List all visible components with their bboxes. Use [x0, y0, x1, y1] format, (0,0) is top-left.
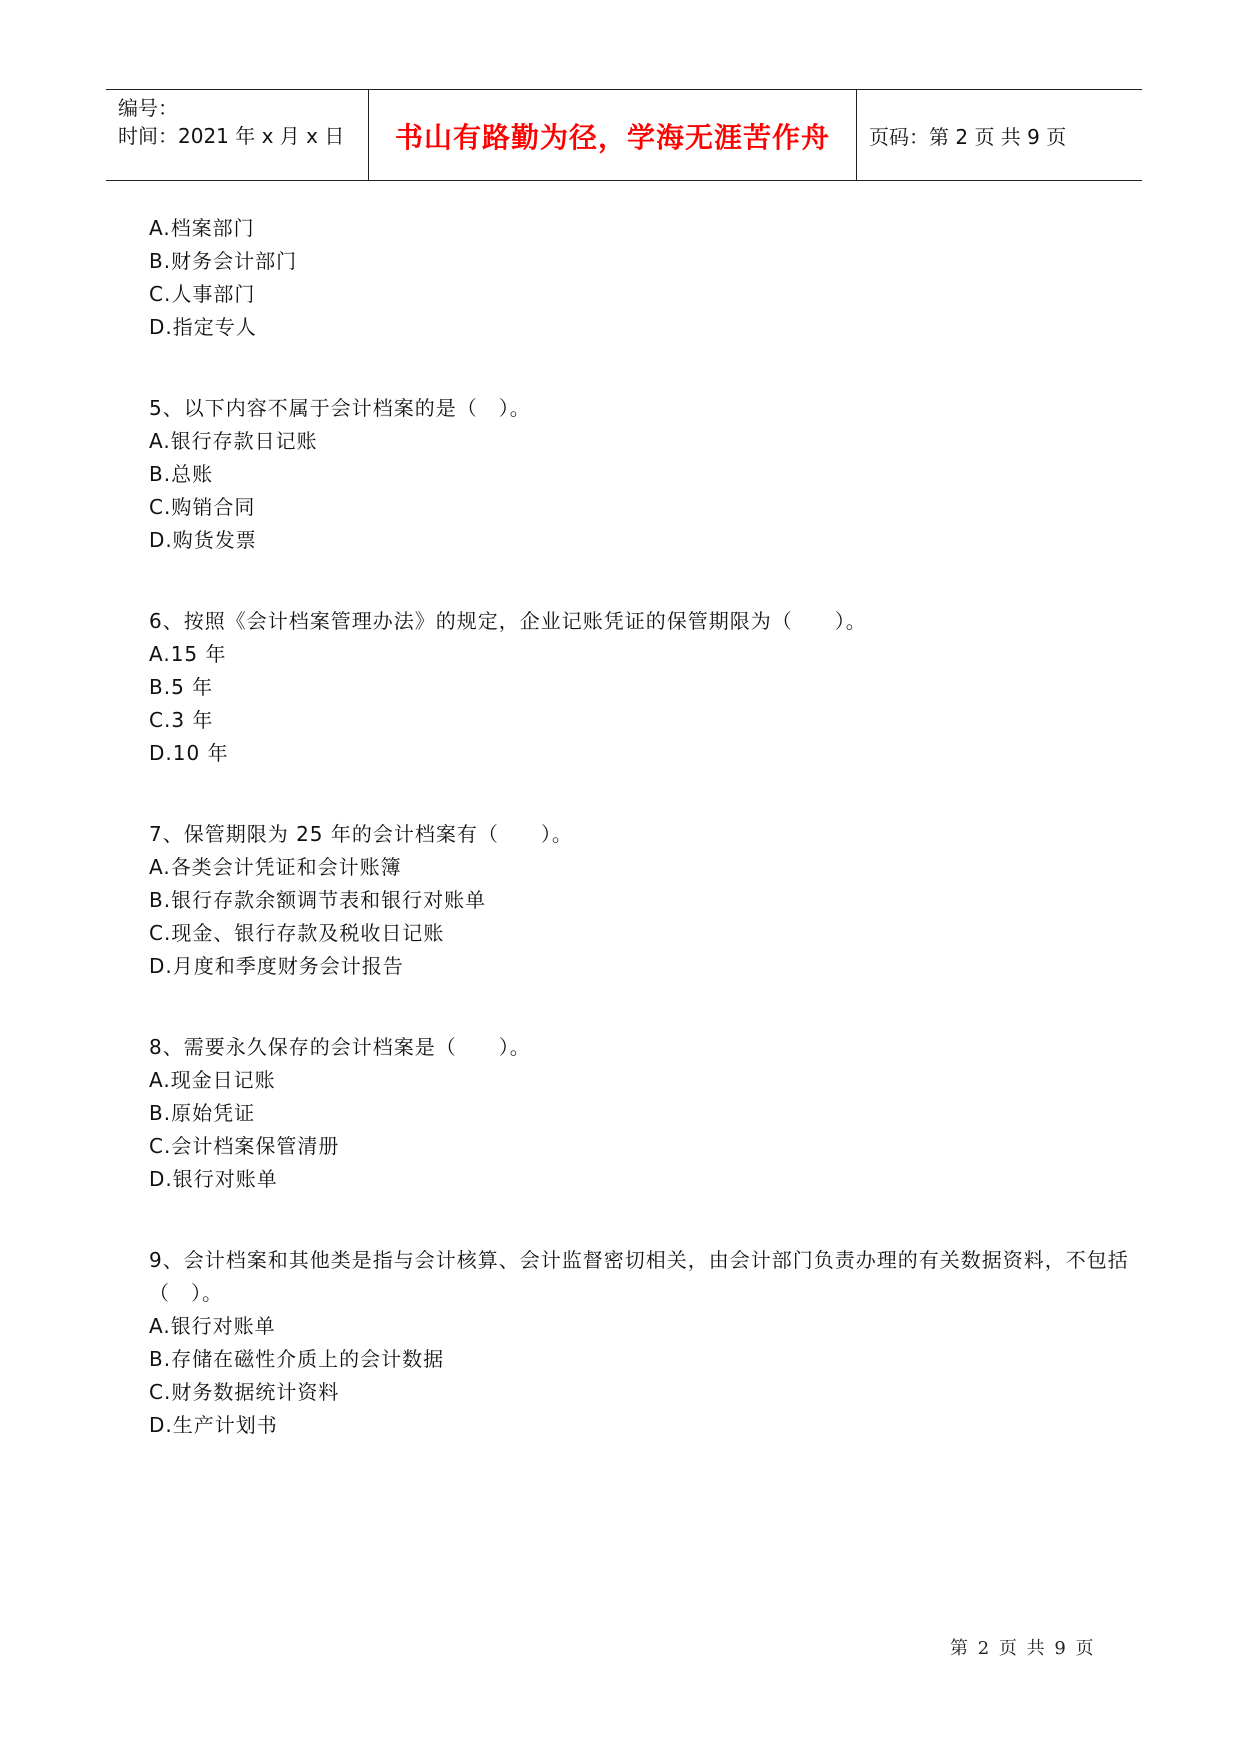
- option-d: D.生产计划书: [149, 1413, 278, 1437]
- option-list: [149, 638, 1129, 770]
- header-page-info: 页码：第 2 页 共 9 页: [869, 125, 1067, 149]
- option-d: D.购货发票: [149, 528, 257, 552]
- header-motto-cell: [369, 90, 857, 180]
- question-item: [149, 605, 1129, 770]
- question-stem: 9、会计档案和其他类是指与会计核算、会计监督密切相关，由会计部门负责办理的有关数据资料，不包括（ ）。: [149, 1248, 1129, 1305]
- option-a: A.档案部门: [149, 216, 255, 240]
- question-stem: 7、保管期限为 25 年的会计档案有（ ）。: [149, 822, 573, 846]
- option-c: C.现金、银行存款及税收日记账: [149, 921, 445, 945]
- option-list: [149, 1310, 1129, 1442]
- question-stem: 6、按照《会计档案管理办法》的规定，企业记账凭证的保管期限为（ ）。: [149, 609, 867, 633]
- option-c: C.会计档案保管清册: [149, 1134, 340, 1158]
- document-number-label: 编号：: [118, 96, 178, 120]
- option-c: C.人事部门: [149, 282, 256, 306]
- page-header: [106, 89, 1142, 181]
- option-b: B.银行存款余额调节表和银行对账单: [149, 888, 487, 912]
- option-list: [149, 1064, 1129, 1196]
- question-item: [149, 818, 1129, 983]
- option-b: B.存储在磁性介质上的会计数据: [149, 1347, 445, 1371]
- question-item: [149, 1031, 1129, 1196]
- header-left-cell: [106, 90, 369, 180]
- option-c: C.财务数据统计资料: [149, 1380, 340, 1404]
- option-a: A.银行对账单: [149, 1314, 276, 1338]
- option-c: C.购销合同: [149, 495, 256, 519]
- option-d: D.指定专人: [149, 315, 257, 339]
- document-time-label: 时间：2021 年 x 月 x 日: [118, 124, 345, 148]
- option-d: D.银行对账单: [149, 1167, 278, 1191]
- option-list: [149, 851, 1129, 983]
- option-a: A.15 年: [149, 642, 227, 666]
- option-c: C.3 年: [149, 708, 214, 732]
- option-list: [149, 425, 1129, 557]
- question-item: [149, 1244, 1129, 1442]
- question-item: [149, 392, 1129, 557]
- option-b: B.原始凭证: [149, 1101, 256, 1125]
- question-item: [149, 212, 1129, 344]
- option-a: A.各类会计凭证和会计账簿: [149, 855, 402, 879]
- question-stem: 8、需要永久保存的会计档案是（ ）。: [149, 1035, 531, 1059]
- question-list: [149, 212, 1129, 1490]
- option-a: A.现金日记账: [149, 1068, 276, 1092]
- page-footer: 第 2 页 共 9 页: [950, 1638, 1096, 1659]
- option-d: D.10 年: [149, 741, 229, 765]
- option-d: D.月度和季度财务会计报告: [149, 954, 404, 978]
- option-b: B.财务会计部门: [149, 249, 298, 273]
- option-b: B.5 年: [149, 675, 214, 699]
- option-a: A.银行存款日记账: [149, 429, 318, 453]
- question-stem: 5、以下内容不属于会计档案的是（ ）。: [149, 396, 531, 420]
- header-right-cell: [857, 90, 1142, 180]
- header-motto: 书山有路勤为径，学海无涯苦作舟: [394, 121, 830, 154]
- option-list: [149, 212, 1129, 344]
- option-b: B.总账: [149, 462, 214, 486]
